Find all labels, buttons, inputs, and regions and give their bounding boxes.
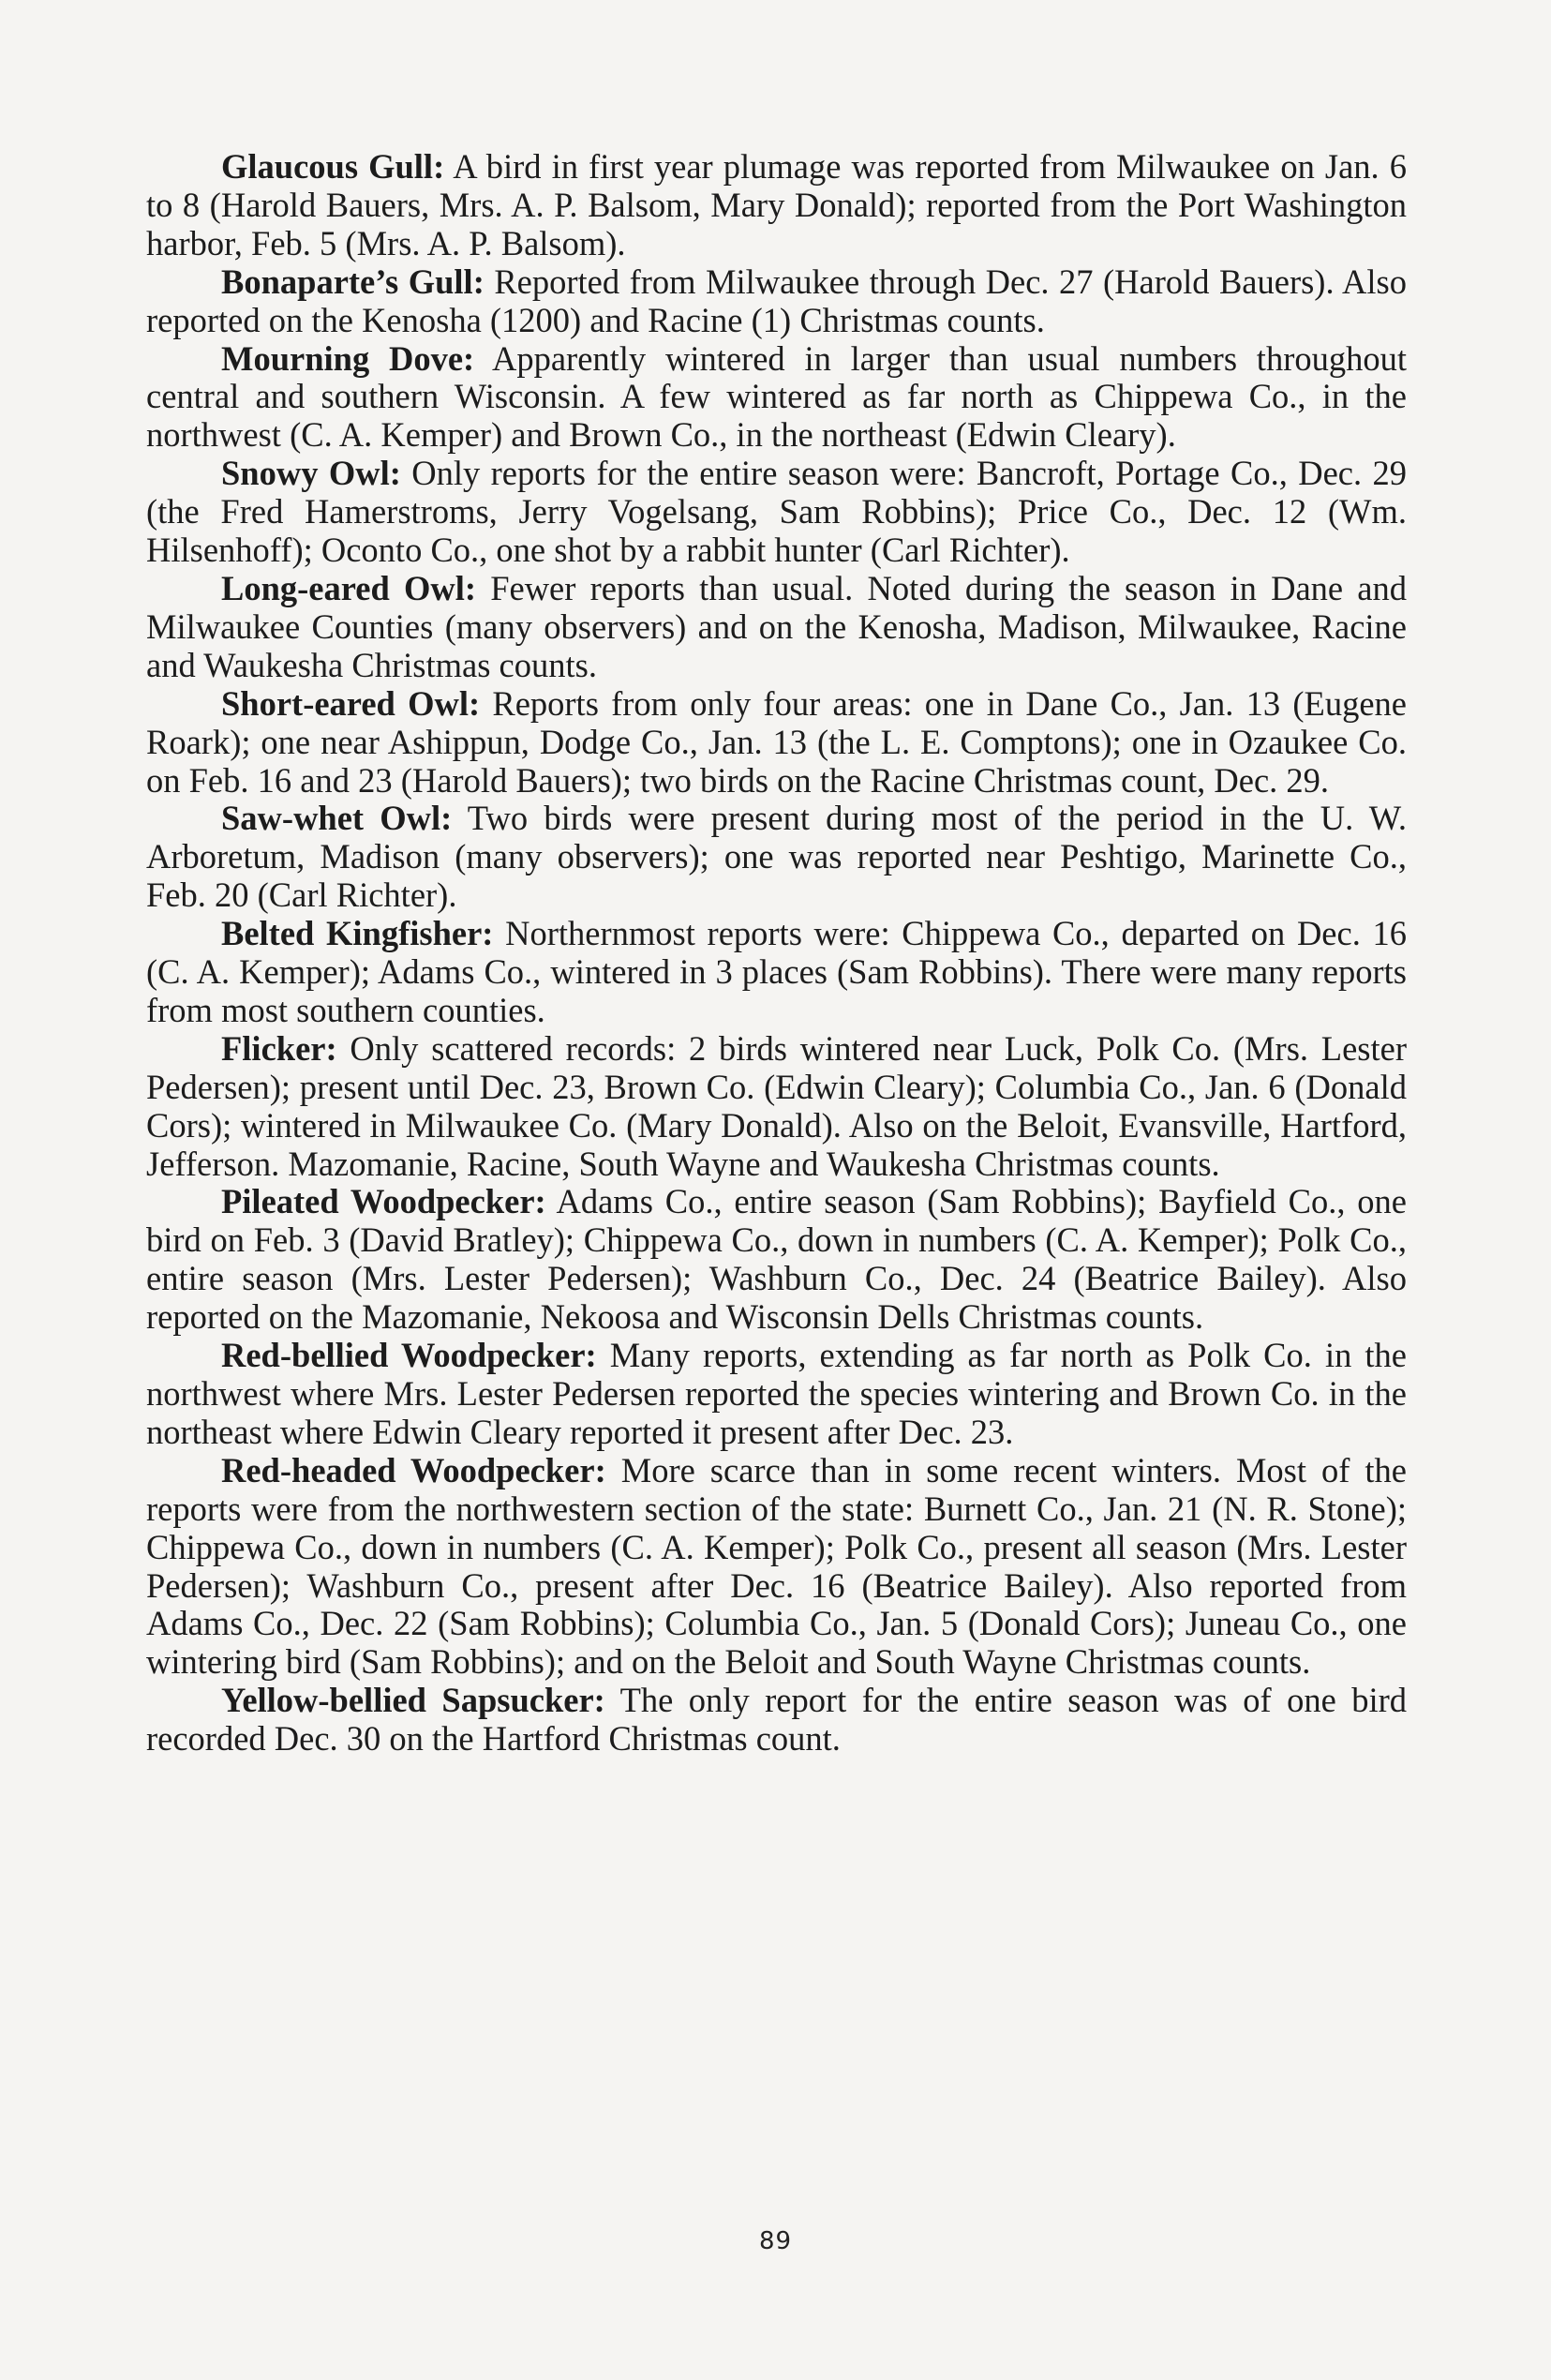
species-name: Red-headed Woodpecker:	[221, 1450, 606, 1489]
species-name: Saw-whet Owl:	[221, 799, 453, 838]
species-report: Only scattered records: 2 birds wintered near Luck, Polk Co. (Mrs. Lester Pedersen); present until Dec. 23, Brown Co. (Edwin Cleary); Columbia Co., Jan. 6 (Donald Cors); wintered in Milwaukee Co. (Mary Donald). Also on the Beloit, Evansville, Hartford, Jefferson. Mazomanie, Racine, South Wayne and Waukesha Christmas counts.	[146, 1028, 1407, 1183]
entry-belted-kingfisher	[146, 915, 1407, 1030]
species-report: Apparently wintered in larger than usual numbers throughout central and southern Wisconsin. A few wintered as far north as Chippewa Co., in the northwest (C. A. Kemper) and Brown Co., in the northeast (Edwin Cleary).	[146, 338, 1407, 455]
species-report: Fewer reports than usual. Noted during the season in Dane and Milwaukee Counties (many observers) and on the Kenosha, Madison, Milwaukee, Racine and Waukesha Christmas counts.	[146, 568, 1407, 684]
species-name: Mourning Dove:	[221, 338, 475, 378]
species-report: Two birds were present during most of the period in the U. W. Arboretum, Madison (many observers); one was reported near Peshtigo, Marinette Co., Feb. 20 (Carl Richter).	[146, 799, 1407, 915]
entry-glaucous-gull	[146, 148, 1407, 263]
species-report: Many reports, extending as far north as Polk Co. in the northwest where Mrs. Lester Pedersen reported the species wintering and Brown Co. in the northeast where Edwin Cleary reported it present after Dec. 23.	[146, 1336, 1407, 1451]
species-report: Only reports for the entire season were: Bancroft, Portage Co., Dec. 29 (the Fred Hamerstroms, Jerry Vogelsang, Sam Robbins); Price Co., Dec. 12 (Wm. Hilsenhoff); Oconto Co., one shot by a rabbit hunter (Carl Richter).	[146, 454, 1407, 570]
species-report: Reports from only four areas: one in Dane Co., Jan. 13 (Eugene Roark); one near Ashippun, Dodge Co., Jan. 13 (the L. E. Comptons); one in Ozaukee Co. on Feb. 16 and 23 (Harold Bauers); two birds on the Racine Christmas count, Dec. 29.	[146, 683, 1407, 800]
species-name: Short-eared Owl:	[221, 683, 481, 723]
species-report: A bird in first year plumage was reported from Milwaukee on Jan. 6 to 8 (Harold Bauers, Mrs. A. P. Balsom, Mary Donald); reported from the Port Washington harbor, Feb. 5 (Mrs. A. P. Balsom).	[146, 147, 1407, 262]
entry-mourning-dove	[146, 340, 1407, 456]
species-name: Glaucous Gull:	[221, 147, 445, 186]
species-report: Northernmost reports were: Chippewa Co., departed on Dec. 16 (C. A. Kemper); Adams Co., wintered in 3 places (Sam Robbins). There were many reports from most southern counties.	[146, 914, 1408, 1029]
species-report: More scarce than in some recent winters. Most of the reports were from the northwestern section of the state: Burnett Co., Jan. 21 (N. R. Stone); Chippewa Co., down in numbers (C. A. Kemper); Polk Co., present all season (Mrs. Lester Pedersen); Washburn Co., present after Dec. 16 (Beatrice Bailey). Also reported from Adams Co., Dec. 22 (Sam Robbins); Columbia Co., Jan. 5 (Donald Cors); Juneau Co., one wintering bird (Sam Robbins); and on the Beloit and South Wayne Christmas counts.	[146, 1450, 1407, 1682]
species-report: Reported from Milwaukee through Dec. 27 (Harold Bauers). Also reported on the Kenosha (1200) and Racine (1) Christmas counts.	[146, 262, 1407, 339]
species-report: Adams Co., entire season (Sam Robbins); Bayfield Co., one bird on Feb. 3 (David Bratley); Chippewa Co., down in numbers (C. A. Kemper); Polk Co., entire season (Mrs. Lester Pedersen); Washburn Co., Dec. 24 (Beatrice Bailey). Also reported on the Mazomanie, Nekoosa and Wisconsin Dells Christmas counts.	[146, 1182, 1407, 1337]
entry-flicker	[146, 1030, 1407, 1184]
species-name: Bonaparte’s Gull:	[221, 262, 485, 301]
species-name: Red-bellied Woodpecker:	[221, 1336, 597, 1375]
entry-saw-whet-owl	[146, 800, 1407, 915]
entry-red-bellied-woodpecker	[146, 1337, 1407, 1452]
species-name: Pileated Woodpecker:	[221, 1182, 546, 1221]
species-report: The only report for the entire season was of one bird recorded Dec. 30 on the Hartford Christmas count.	[146, 1681, 1407, 1759]
entry-bonapartes-gull	[146, 263, 1407, 340]
entry-short-eared-owl	[146, 685, 1407, 801]
bird-report-text	[146, 148, 1407, 1759]
entry-red-headed-woodpecker	[146, 1452, 1407, 1682]
entry-snowy-owl	[146, 455, 1407, 570]
species-name: Flicker:	[221, 1028, 337, 1068]
species-name: Yellow-bellied Sapsucker:	[221, 1681, 605, 1720]
entry-pileated-woodpecker	[146, 1183, 1407, 1337]
species-name: Long-eared Owl:	[221, 568, 477, 607]
page-number: 89	[758, 2227, 793, 2255]
species-name: Snowy Owl:	[221, 454, 401, 493]
entry-yellow-bellied-sapsucker	[146, 1682, 1407, 1759]
species-name: Belted Kingfisher:	[221, 914, 494, 953]
entry-long-eared-owl	[146, 570, 1407, 685]
